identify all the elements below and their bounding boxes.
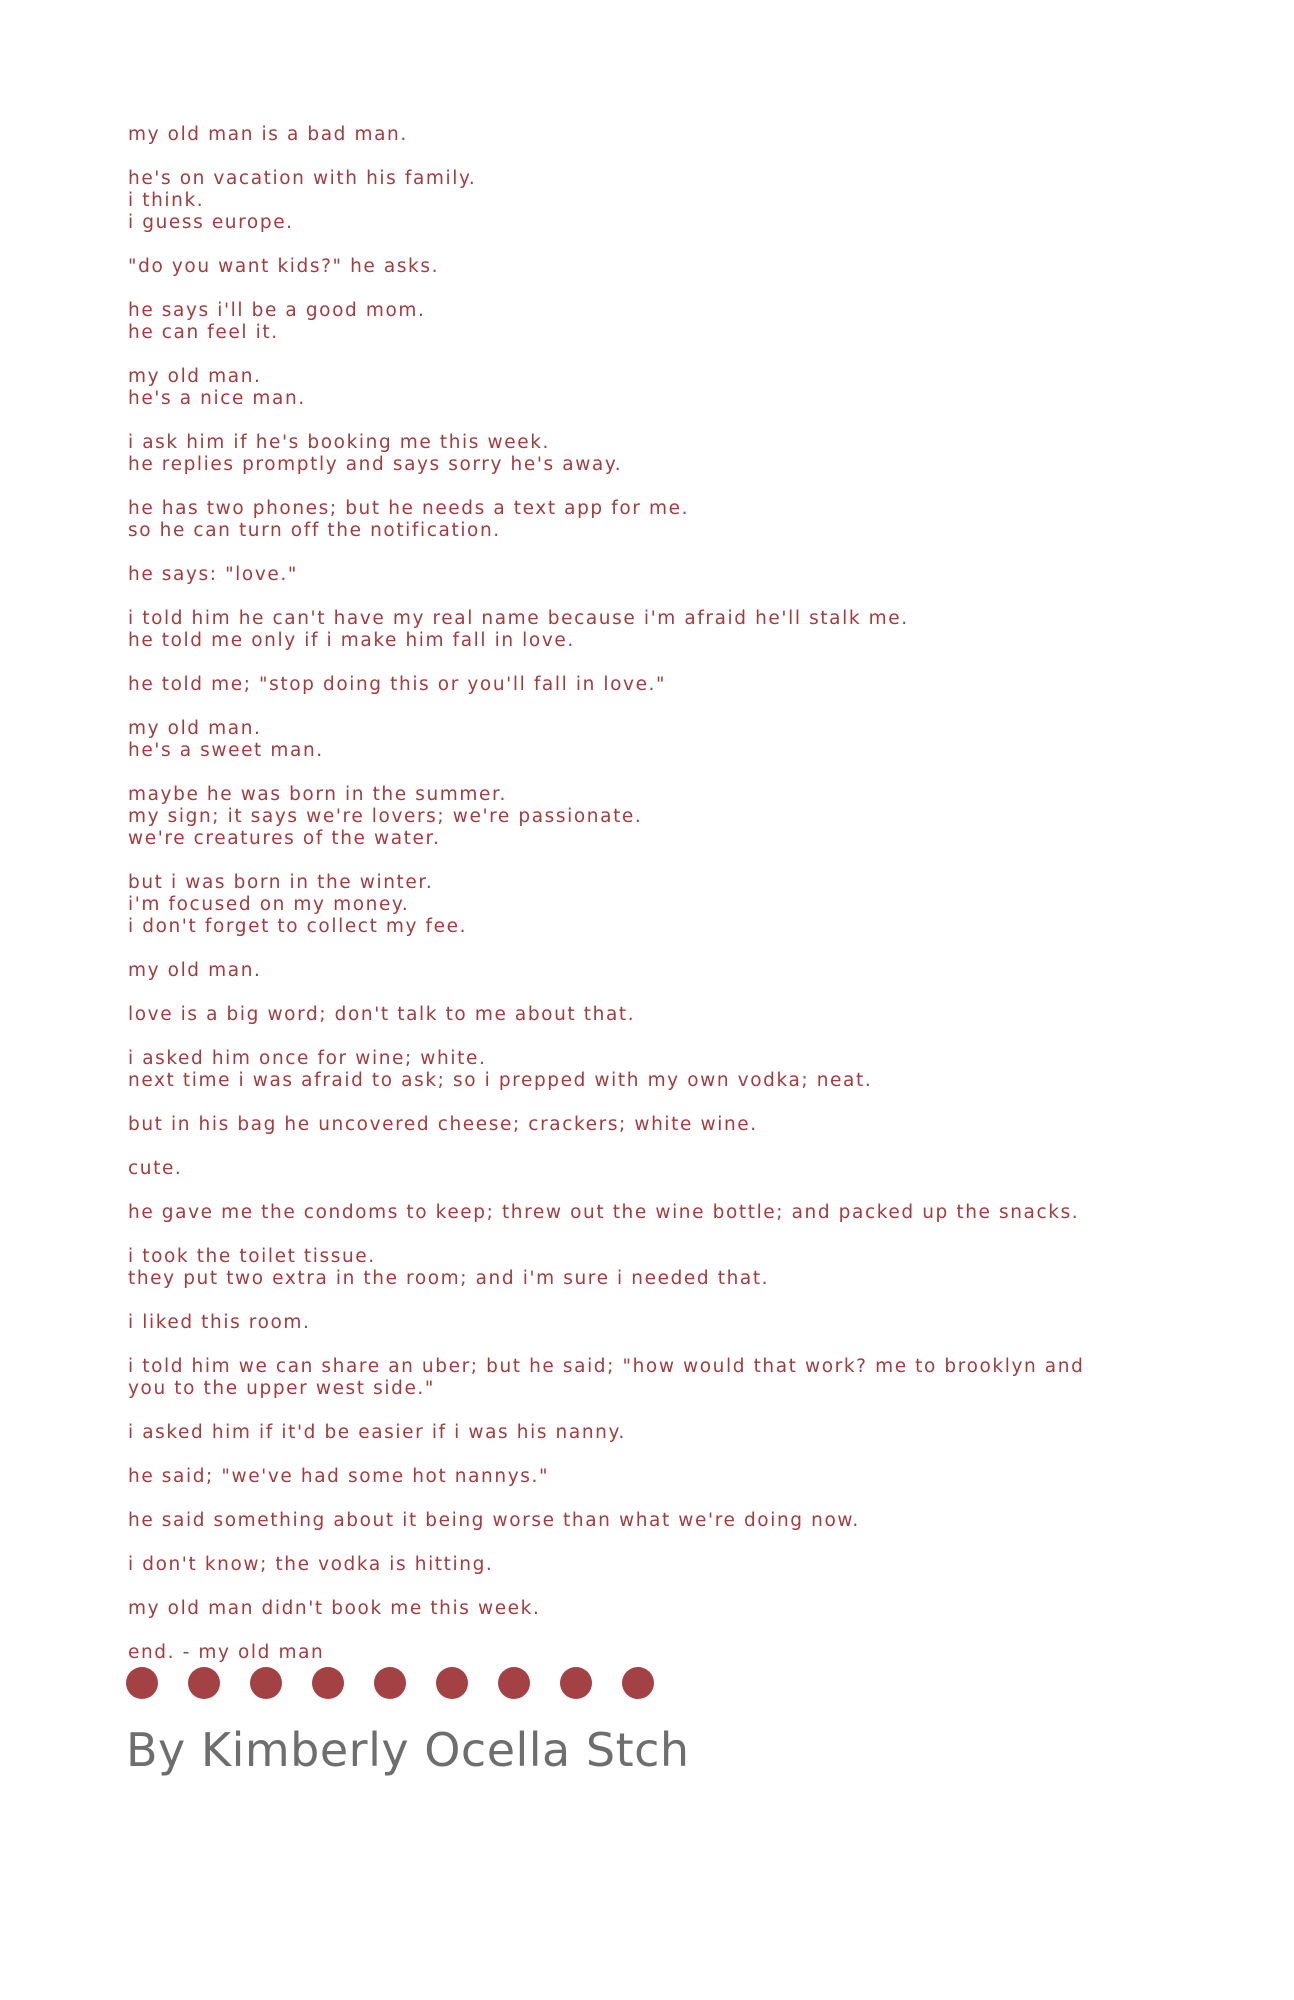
poem-line: he replies promptly and says sorry he's away. (128, 454, 623, 475)
poem-line: my old man is a bad man. (128, 124, 408, 145)
stanza (128, 1312, 1188, 1334)
stanza (128, 1510, 1188, 1532)
stanza (128, 872, 1188, 938)
divider-dot (622, 1667, 654, 1699)
poem-line: maybe he was born in the summer. (128, 784, 507, 805)
divider-dot (126, 1667, 158, 1699)
stanza (128, 1554, 1188, 1576)
stanza (128, 1466, 1188, 1488)
poem-line: but i was born in the winter. (128, 872, 434, 893)
poem-line: i don't forget to collect my fee. (128, 916, 468, 937)
stanza (128, 1598, 1188, 1620)
divider-dot (436, 1667, 468, 1699)
poem-line: my old man didn't book me this week. (128, 1598, 541, 1619)
stanza (128, 1114, 1188, 1136)
poem-line: he told me only if i make him fall in love. (128, 630, 575, 651)
divider-dot (250, 1667, 282, 1699)
divider-dot (374, 1667, 406, 1699)
poem-line: but in his bag he uncovered cheese; crackers; white wine. (128, 1114, 758, 1135)
poem-line: i think. (128, 190, 205, 211)
poem-line: he's a sweet man. (128, 740, 324, 761)
dot-divider (126, 1667, 654, 1699)
poem-line: we're creatures of the water. (128, 828, 441, 849)
stanza (128, 1004, 1188, 1026)
poem-line: he says i'll be a good mom. (128, 300, 426, 321)
poem-line: i told him we can share an uber; but he said; "how would that work? me to brooklyn and (128, 1356, 1085, 1377)
author-byline: By Kimberly Ocella Stch (126, 1723, 690, 1777)
poem-body (128, 124, 1188, 1664)
poem-line: he can feel it. (128, 322, 279, 343)
poem-line: "do you want kids?" he asks. (128, 256, 440, 277)
poem-line: my old man. (128, 960, 262, 981)
stanza (128, 168, 1188, 234)
stanza (128, 1246, 1188, 1290)
stanza (128, 960, 1188, 982)
poem-line: next time i was afraid to ask; so i prepped with my own vodka; neat. (128, 1070, 873, 1091)
stanza (128, 1422, 1188, 1444)
stanza (128, 1202, 1188, 1224)
poem-line: my sign; it says we're lovers; we're passionate. (128, 806, 643, 827)
poem-line: my old man. (128, 366, 262, 387)
poem-line: love is a big word; don't talk to me about that. (128, 1004, 636, 1025)
poem-line: i liked this room. (128, 1312, 311, 1333)
stanza (128, 432, 1188, 476)
poem-line: i ask him if he's booking me this week. (128, 432, 550, 453)
poem-line: i'm focused on my money. (128, 894, 410, 915)
poem-line: he said something about it being worse than what we're doing now. (128, 1510, 860, 1531)
stanza (128, 124, 1188, 146)
poem-line: i took the toilet tissue. (128, 1246, 376, 1267)
stanza (128, 256, 1188, 278)
divider-dot (312, 1667, 344, 1699)
poem-line: i guess europe. (128, 212, 294, 233)
stanza (128, 1356, 1188, 1400)
stanza (128, 718, 1188, 762)
stanza (128, 1642, 1188, 1664)
poem-line: my old man. (128, 718, 262, 739)
poem-line: he told me; "stop doing this or you'll fall in love." (128, 674, 667, 695)
poem-line: he gave me the condoms to keep; threw out the wine bottle; and packed up the snacks. (128, 1202, 1080, 1223)
poem-line: he's a nice man. (128, 388, 306, 409)
divider-dot (188, 1667, 220, 1699)
poem-line: they put two extra in the room; and i'm sure i needed that. (128, 1268, 770, 1289)
stanza (128, 784, 1188, 850)
poem-line: you to the upper west side." (128, 1378, 436, 1399)
divider-dot (560, 1667, 592, 1699)
poem-line: so he can turn off the notification. (128, 520, 501, 541)
poem-line: he says: "love." (128, 564, 298, 585)
poem-line: he's on vacation with his family. (128, 168, 477, 189)
stanza (128, 1048, 1188, 1092)
poem-line: end. - my old man (128, 1642, 325, 1663)
stanza (128, 300, 1188, 344)
stanza (128, 564, 1188, 586)
poem-line: i asked him if it'd be easier if i was his nanny. (128, 1422, 626, 1443)
stanza (128, 366, 1188, 410)
stanza (128, 674, 1188, 696)
poem-line: i told him he can't have my real name because i'm afraid he'll stalk me. (128, 608, 909, 629)
stanza (128, 498, 1188, 542)
poem-line: he said; "we've had some hot nannys." (128, 1466, 550, 1487)
poem-line: cute. (128, 1158, 183, 1179)
stanza (128, 1158, 1188, 1180)
poem-line: i asked him once for wine; white. (128, 1048, 487, 1069)
divider-dot (498, 1667, 530, 1699)
stanza (128, 608, 1188, 652)
poem-line: he has two phones; but he needs a text app for me. (128, 498, 690, 519)
poem-line: i don't know; the vodka is hitting. (128, 1554, 494, 1575)
